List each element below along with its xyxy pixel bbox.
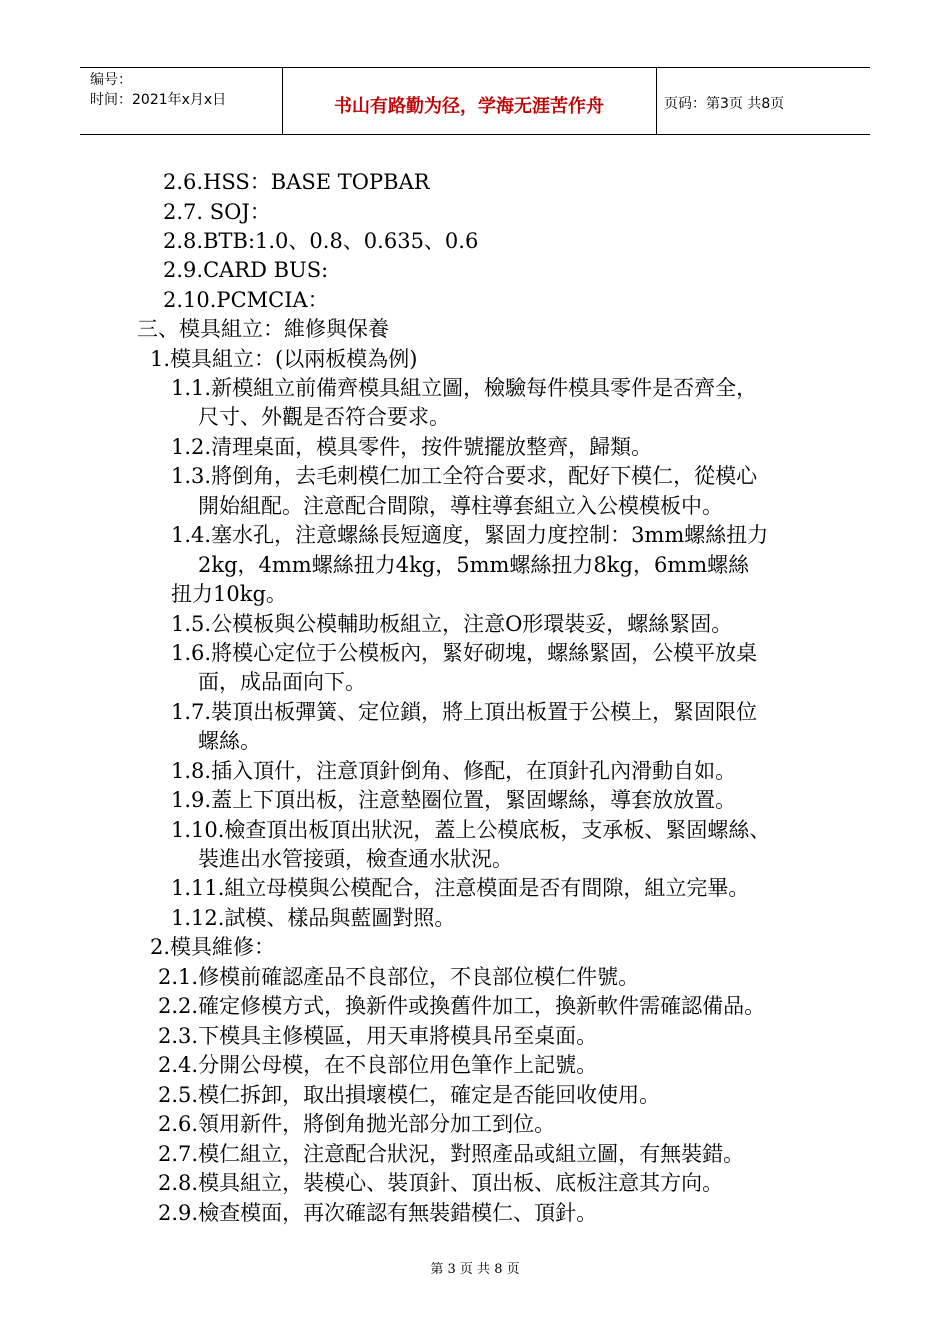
- body-line-continuation: 裝進出水管接頭，檢查通水狀況。: [198, 847, 513, 871]
- body-line: 1.3.將倒角，去毛刺模仁加工全符合要求，配好下模仁，從模心: [171, 464, 758, 488]
- header-page-info: 页码：第3页 共8页: [664, 96, 785, 112]
- body-line: 1.2.清理桌面，模具零件，按件號擺放整齊，歸類。: [171, 435, 653, 459]
- body-line: 2.6.領用新件，將倒角拋光部分加工到位。: [158, 1112, 556, 1136]
- header-divider-right: [656, 67, 657, 134]
- body-line: 2.6.HSS：BASE TOPBAR: [163, 170, 430, 194]
- body-line: 2.10.PCMCIA：: [163, 288, 329, 312]
- body-line: 1.12.試模、樣品與藍圖對照。: [171, 906, 456, 930]
- document-number-label: 编号：: [90, 72, 132, 88]
- body-line: 1.8.插入頂什，注意頂針倒角、修配，在頂針孔內滑動自如。: [171, 759, 737, 783]
- body-line: 2.7. SOJ：: [163, 200, 271, 224]
- body-line: 1.6.將模心定位于公模板內，緊好砌塊，螺絲緊固，公模平放桌: [171, 641, 758, 665]
- body-line: 1.7.裝頂出板彈簧、定位鎖，將上頂出板置于公模上，緊固限位: [171, 700, 758, 724]
- subsection-heading: 2.模具維修：: [150, 935, 276, 959]
- body-line-continuation: 螺絲。: [198, 729, 261, 753]
- header-top-rule: [80, 67, 870, 68]
- header-motto: 书山有路勤为径，学海无涯苦作舟: [334, 96, 604, 117]
- body-line-continuation: 尺寸、外觀是否符合要求。: [198, 405, 450, 429]
- body-line: 2.9.CARD BUS:: [163, 258, 329, 282]
- body-line: 1.1.新模組立前備齊模具組立圖，檢驗每件模具零件是否齊全，: [171, 376, 758, 400]
- body-line: 1.5.公模板與公模輔助板組立，注意O形環裝妥，螺絲緊固。: [171, 612, 733, 636]
- body-line: 1.4.塞水孔，注意螺絲長短適度，緊固力度控制：3mm螺絲扭力: [171, 523, 769, 547]
- page-footer: 第 3 页 共 8 页: [430, 1262, 520, 1277]
- body-line: 1.11.組立母模與公模配合，注意模面是否有間隙，組立完畢。: [171, 876, 750, 900]
- document-time-label: 时间：2021年x月x日: [90, 92, 227, 108]
- body-line-continuation: 2kg，4mm螺絲扭力4kg，5mm螺絲扭力8kg，6mm螺絲: [198, 553, 750, 577]
- body-line-continuation: 面，成品面向下。: [198, 670, 366, 694]
- body-line-continuation: 扭力10kg。: [171, 582, 287, 606]
- section-heading: 三、模具組立：維修與保養: [137, 317, 389, 341]
- body-line: 1.9.蓋上下頂出板，注意墊圈位置，緊固螺絲，導套放放置。: [171, 788, 737, 812]
- body-line: 2.5.模仁拆卸，取出損壞模仁，確定是否能回收使用。: [158, 1083, 661, 1107]
- header-bottom-rule: [80, 134, 870, 135]
- body-line: 2.3.下模具主修模區，用天車將模具吊至桌面。: [158, 1024, 598, 1048]
- body-line: 2.9.檢查模面，再次確認有無裝錯模仁、頂針。: [158, 1201, 598, 1225]
- body-line: 2.1.修模前確認產品不良部位，不良部位模仁件號。: [158, 965, 640, 989]
- body-line: 2.7.模仁組立，注意配合狀況，對照產品或組立圖，有無裝錯。: [158, 1142, 745, 1166]
- body-line: 2.8.模具組立，裝模心、裝頂針、頂出板、底板注意其方向。: [158, 1171, 724, 1195]
- subsection-heading: 1.模具組立：(以兩板模為例): [150, 347, 418, 371]
- body-line-continuation: 開始組配。注意配合間隙，導柱導套組立入公模模板中。: [198, 494, 723, 518]
- body-line: 1.10.檢查頂出板頂出狀況，蓋上公模底板，支承板、緊固螺絲、: [171, 818, 771, 842]
- header-left-info: [90, 70, 226, 110]
- body-line: 2.2.確定修模方式，換新件或換舊件加工，換新軟件需確認備品。: [158, 994, 766, 1018]
- body-line: 2.8.BTB:1.0、0.8、0.635、0.6: [163, 229, 479, 253]
- body-line: 2.4.分開公母模，在不良部位用色筆作上記號。: [158, 1053, 598, 1077]
